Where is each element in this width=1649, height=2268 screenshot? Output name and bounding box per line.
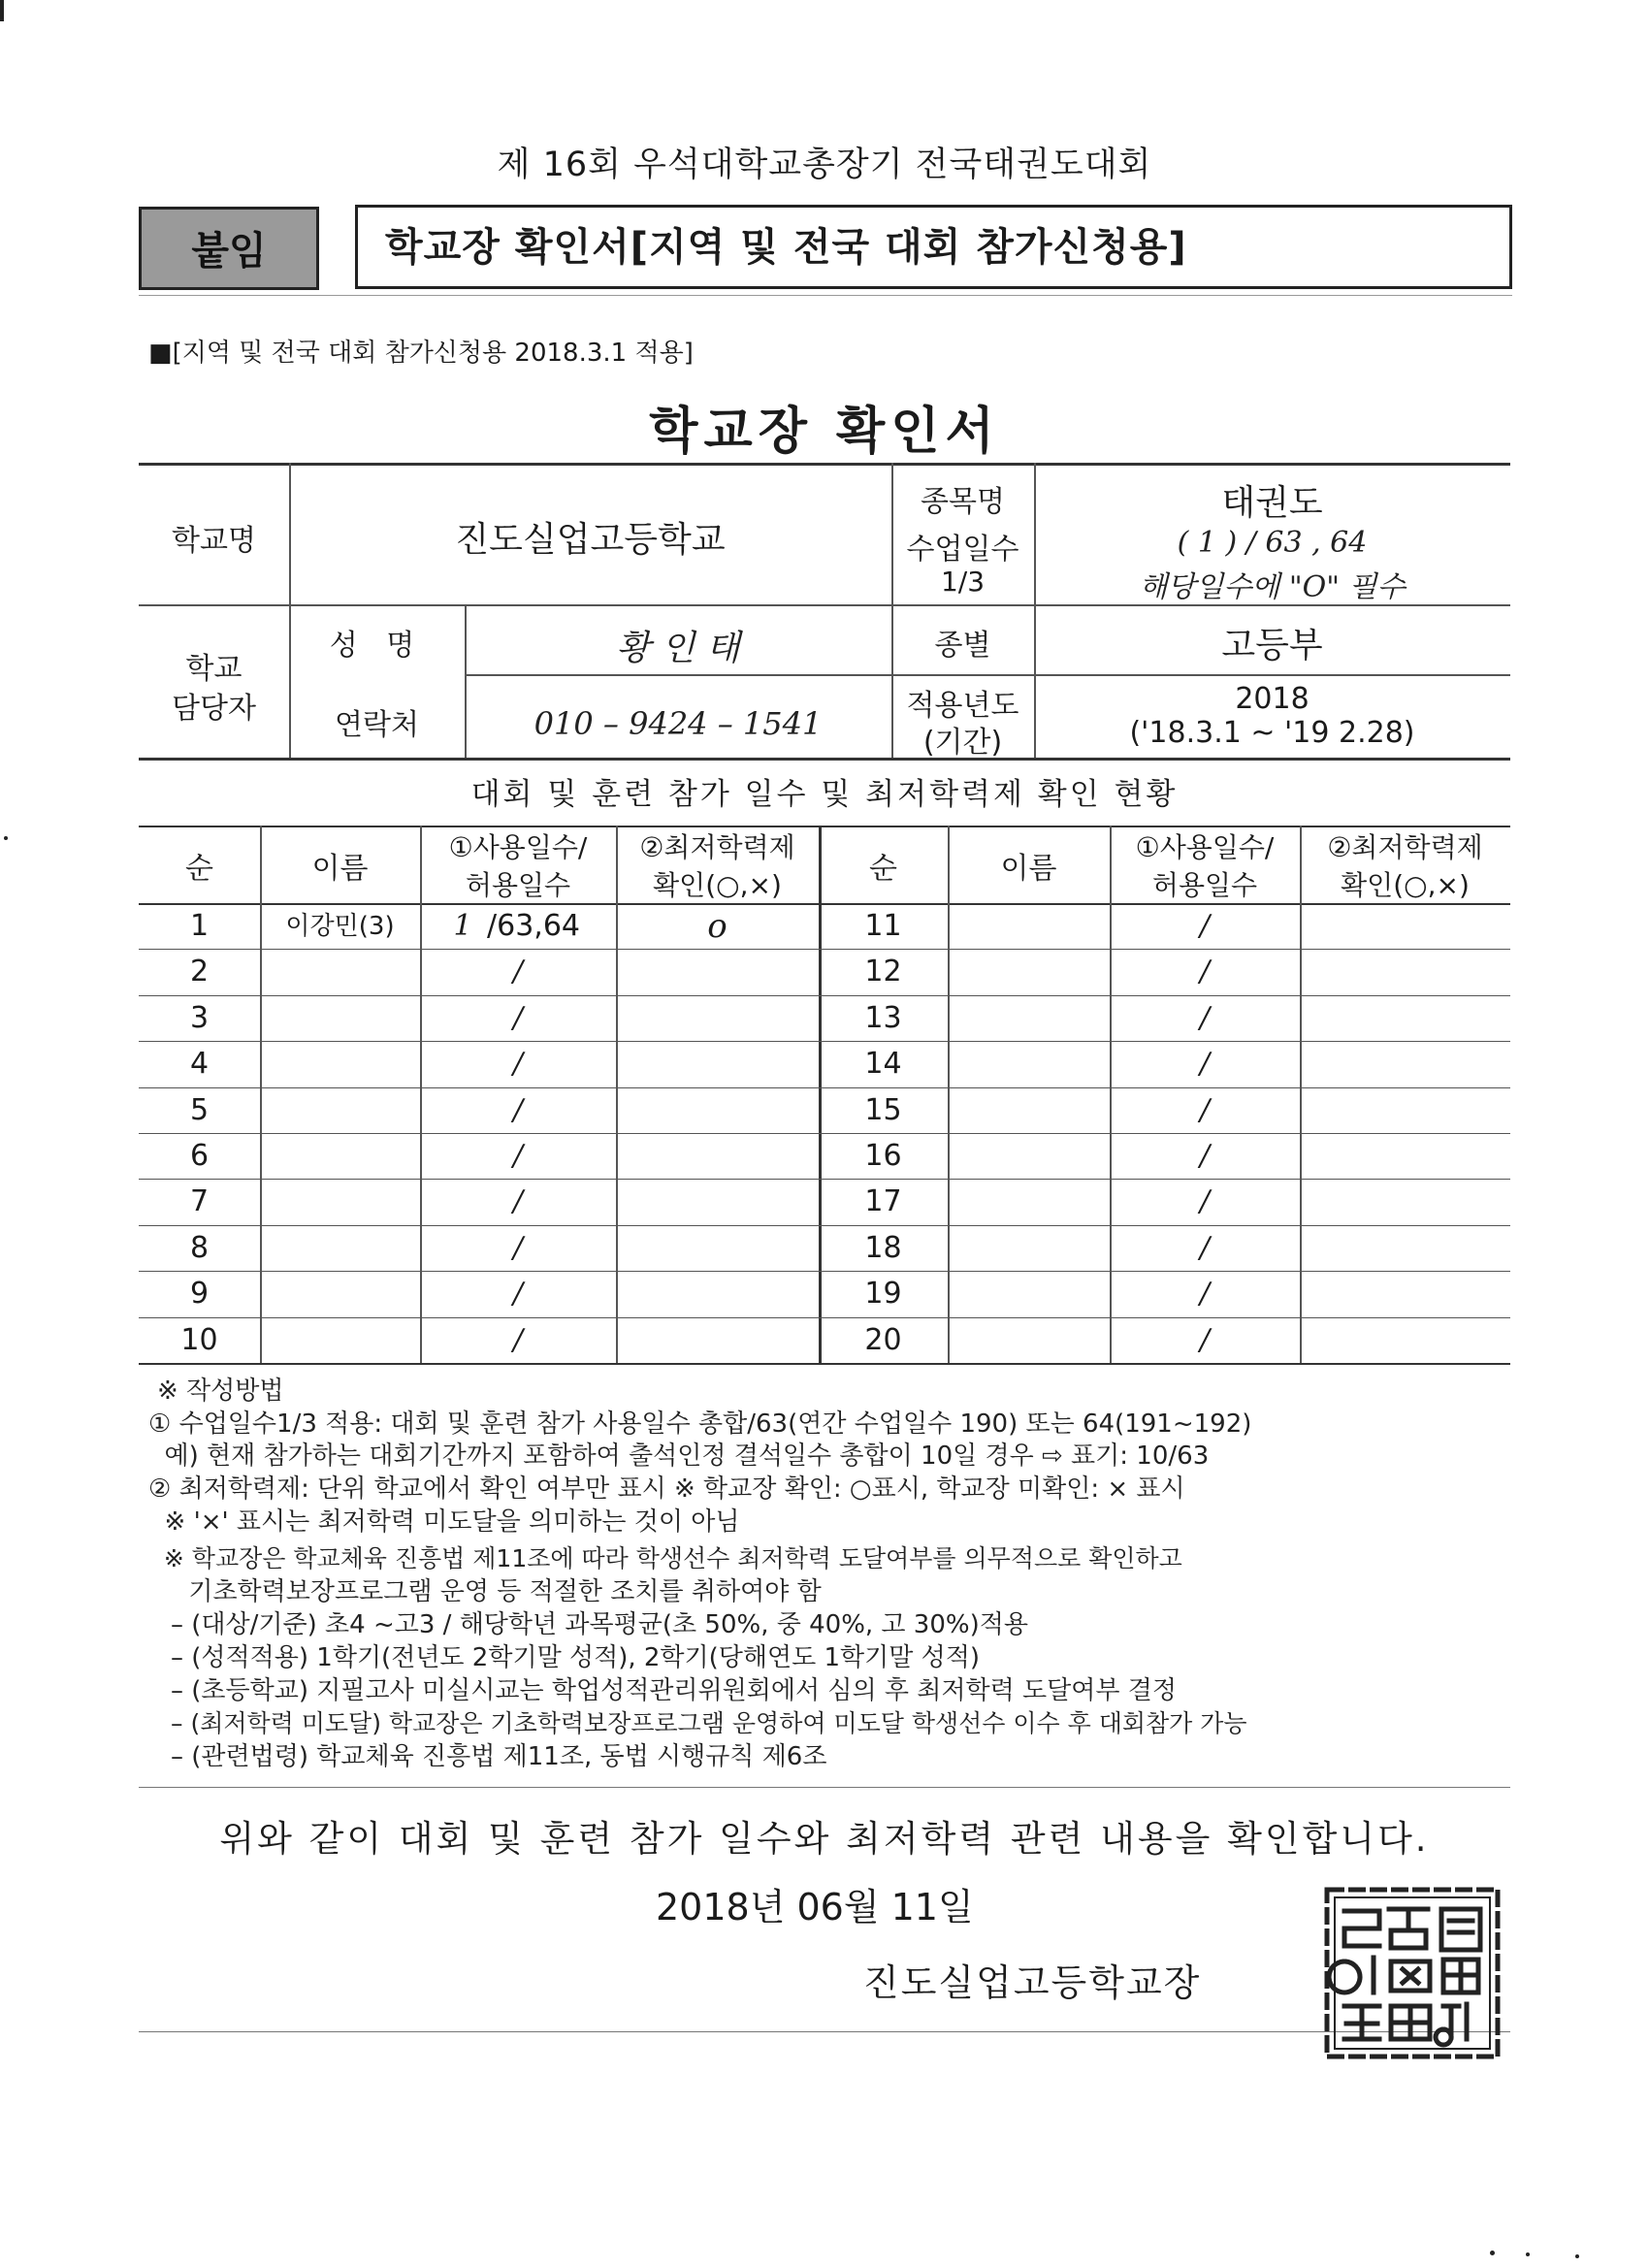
scan-speck bbox=[4, 836, 8, 840]
row-name bbox=[948, 1041, 1110, 1087]
days-value: ( 1 ) / 63 , 64 bbox=[1177, 526, 1368, 560]
row-number: 9 bbox=[189, 1277, 210, 1311]
row-name bbox=[260, 1271, 420, 1317]
row-number: 15 bbox=[864, 1093, 902, 1127]
row-days-slash: / bbox=[1199, 909, 1211, 943]
row-used-days: 1 bbox=[453, 909, 472, 943]
row-name bbox=[948, 1133, 1110, 1180]
row-name bbox=[948, 1087, 1110, 1134]
contact-label: 연락처 bbox=[335, 708, 419, 742]
row-name: 이강민(3) bbox=[285, 912, 395, 941]
name-value: 황 인 태 bbox=[616, 629, 740, 668]
col-check-right-1: ②최저학력제 bbox=[1327, 831, 1483, 863]
instruction-line: 예) 현재 참가하는 대회기간까지 포함하여 출석인정 결석일수 총합이 10일 경우 ⇨ 표기: 10/63 bbox=[148, 1442, 1210, 1471]
instruction-line: ※ 학교장은 학교체육 진흥법 제11조에 따라 학생선수 최저학력 도달여부를 의무적으로 확인하고 bbox=[148, 1544, 1182, 1572]
col-days-left-2: 허용일수 bbox=[465, 869, 571, 901]
school-label: 학교명 bbox=[172, 524, 256, 558]
year-value-2: ('18.3.1 ~ '19 2.28) bbox=[1129, 716, 1415, 750]
row-name bbox=[948, 1225, 1110, 1272]
row-check: o bbox=[707, 907, 728, 946]
row-number: 12 bbox=[864, 955, 902, 988]
row-name bbox=[260, 1133, 420, 1180]
row-number: 2 bbox=[189, 955, 210, 988]
col-days-left-1: ①사용일수/ bbox=[448, 831, 588, 863]
col-name-left: 이름 bbox=[311, 852, 369, 886]
row-check bbox=[616, 1087, 819, 1134]
issue-date: 2018년 06월 11일 bbox=[656, 1886, 974, 1928]
division-label: 종별 bbox=[934, 629, 991, 663]
instruction-line: ② 최저학력제: 단위 학교에서 확인 여부만 표시 ※ 학교장 확인: ○표시, 학교장 미확인: × 표시 bbox=[148, 1474, 1185, 1504]
days-label-1: 수업일수 bbox=[906, 533, 1019, 567]
sport-label: 종목명 bbox=[921, 485, 1005, 519]
scan-edge bbox=[0, 0, 4, 21]
row-check bbox=[1300, 949, 1510, 995]
col-check-left-2: 확인(○,×) bbox=[653, 869, 782, 901]
row-check bbox=[1300, 1317, 1510, 1364]
year-value-1: 2018 bbox=[1235, 682, 1310, 716]
row-name bbox=[260, 1087, 420, 1134]
instruction-line: – (성적적용) 1학기(전년도 2학기말 성적), 2학기(당해연도 1학기말 성적) bbox=[171, 1643, 981, 1672]
row-check bbox=[1300, 903, 1510, 950]
header-rule bbox=[139, 295, 1512, 296]
row-days-slash: / bbox=[512, 1277, 524, 1311]
row-days-slash: / bbox=[512, 1323, 524, 1357]
manager-label-1: 학교 bbox=[185, 652, 242, 686]
row-number: 19 bbox=[864, 1277, 902, 1311]
scan-speck bbox=[1575, 2254, 1579, 2258]
header-title: 학교장 확인서[지역 및 전국 대회 참가신청용] bbox=[355, 205, 1512, 289]
row-allowed-days: /63,64 bbox=[487, 909, 580, 943]
row-check bbox=[616, 1317, 819, 1364]
division-value: 고등부 bbox=[1221, 626, 1323, 665]
row-number: 6 bbox=[189, 1139, 210, 1173]
school-value: 진도실업고등학교 bbox=[455, 520, 726, 560]
row-days-slash: / bbox=[512, 1139, 524, 1173]
row-days-slash: / bbox=[1199, 955, 1211, 988]
attach-badge: 붙임 bbox=[139, 207, 319, 290]
row-check bbox=[616, 949, 819, 995]
row-check bbox=[616, 1225, 819, 1272]
col-days-right-2: 허용일수 bbox=[1151, 869, 1258, 901]
row-days-slash: / bbox=[1199, 1001, 1211, 1035]
manager-label-2: 담당자 bbox=[172, 692, 256, 726]
row-number: 13 bbox=[864, 1001, 902, 1035]
row-number: 8 bbox=[189, 1231, 210, 1265]
row-number: 4 bbox=[189, 1047, 210, 1081]
name-label: 성 명 bbox=[329, 629, 425, 663]
row-check bbox=[616, 1041, 819, 1087]
notes-rule bbox=[139, 1787, 1510, 1788]
row-name bbox=[260, 1317, 420, 1364]
row-days-slash: / bbox=[1199, 1047, 1211, 1081]
row-check bbox=[616, 1179, 819, 1225]
row-name bbox=[260, 949, 420, 995]
sport-value: 태권도 bbox=[1221, 483, 1323, 523]
row-number: 11 bbox=[864, 909, 902, 943]
row-name bbox=[948, 995, 1110, 1042]
row-check bbox=[1300, 1041, 1510, 1087]
instruction-line: ※ 작성방법 bbox=[157, 1377, 284, 1406]
instruction-line: ① 수업일수1/3 적용: 대회 및 훈련 참가 사용일수 총합/63(연간 수업일수 190) 또는 64(191~192) bbox=[148, 1409, 1252, 1439]
row-days-slash: / bbox=[512, 1184, 524, 1218]
row-check bbox=[1300, 1271, 1510, 1317]
row-name bbox=[948, 903, 1110, 950]
row-number: 20 bbox=[864, 1323, 902, 1357]
row-number: 5 bbox=[189, 1093, 210, 1127]
row-check bbox=[1300, 1179, 1510, 1225]
row-days-slash: / bbox=[1199, 1277, 1211, 1311]
days-label-2: 1/3 bbox=[940, 566, 986, 598]
row-check bbox=[616, 995, 819, 1042]
row-number: 10 bbox=[180, 1323, 218, 1357]
contact-value: 010 – 9424 – 1541 bbox=[534, 705, 823, 742]
year-label-1: 적용년도 bbox=[906, 689, 1019, 723]
row-name bbox=[260, 1225, 420, 1272]
instruction-line: – (대상/기준) 초4 ~고3 / 해당학년 과목평균(초 50%, 중 40%, 고 30%)적용 bbox=[171, 1610, 1028, 1639]
row-days-slash: / bbox=[1199, 1093, 1211, 1127]
col-name-right: 이름 bbox=[1000, 852, 1057, 886]
row-days-slash: / bbox=[512, 1047, 524, 1081]
row-number: 1 bbox=[189, 909, 210, 943]
row-number: 3 bbox=[189, 1001, 210, 1035]
row-days-slash: / bbox=[1199, 1184, 1211, 1218]
col-no-right: 순 bbox=[869, 852, 897, 886]
instruction-line: ※ '×' 표시는 최저학력 미도달을 의미하는 것이 아님 bbox=[148, 1507, 740, 1537]
form-code: ■[지역 및 전국 대회 참가신청용 2018.3.1 적용] bbox=[148, 339, 694, 368]
col-no-left: 순 bbox=[185, 852, 213, 886]
row-name bbox=[260, 1179, 420, 1225]
col-check-left-1: ②최저학력제 bbox=[639, 831, 795, 863]
row-days-slash: / bbox=[512, 955, 524, 988]
row-days-slash: / bbox=[1199, 1323, 1211, 1357]
row-days-slash: / bbox=[1199, 1139, 1211, 1173]
col-check-right-2: 확인(○,×) bbox=[1341, 869, 1470, 901]
row-check bbox=[1300, 1087, 1510, 1134]
year-label-2: (기간) bbox=[922, 726, 1003, 760]
days-note: 해당일수에 "O" 필수 bbox=[1139, 570, 1406, 604]
col-days-right-1: ①사용일수/ bbox=[1135, 831, 1275, 863]
row-number: 16 bbox=[864, 1139, 902, 1173]
row-check bbox=[616, 1133, 819, 1180]
row-check bbox=[1300, 995, 1510, 1042]
row-number: 7 bbox=[189, 1184, 210, 1218]
row-days-slash: / bbox=[512, 1231, 524, 1265]
row-days-slash: / bbox=[1199, 1231, 1211, 1265]
row-number: 17 bbox=[864, 1184, 902, 1218]
row-name bbox=[948, 949, 1110, 995]
instruction-line: 기초학력보장프로그램 운영 등 적절한 조치를 취하여야 함 bbox=[148, 1577, 822, 1606]
status-title: 대회 및 훈련 참가 일수 및 최저학력제 확인 현황 bbox=[470, 777, 1179, 812]
event-title: 제 16회 우석대학교총장기 전국태권도대회 bbox=[497, 146, 1152, 184]
scan-speck bbox=[1526, 2252, 1530, 2256]
row-name bbox=[948, 1317, 1110, 1364]
row-check bbox=[1300, 1133, 1510, 1180]
row-days-slash: / bbox=[512, 1001, 524, 1035]
row-number: 18 bbox=[864, 1231, 902, 1265]
scan-speck bbox=[1490, 2251, 1495, 2255]
instruction-line: – (최저학력 미도달) 학교장은 기초학력보장프로그램 운영하여 미도달 학생선수 이수 후 대회참가 가능 bbox=[171, 1709, 1247, 1737]
row-number: 14 bbox=[864, 1047, 902, 1081]
row-check bbox=[1300, 1225, 1510, 1272]
instruction-line: – (초등학교) 지필고사 미실시교는 학업성적관리위원회에서 심의 후 최저학력 도달여부 결정 bbox=[171, 1676, 1177, 1705]
row-name bbox=[260, 995, 420, 1042]
row-name bbox=[948, 1271, 1110, 1317]
confirm-statement: 위와 같이 대회 및 훈련 참가 일수와 최저학력 관련 내용을 확인합니다. bbox=[219, 1818, 1430, 1860]
bottom-rule bbox=[139, 2031, 1510, 2032]
doc-title: 학교장 확인서 bbox=[649, 403, 1000, 461]
row-days-slash: / bbox=[512, 1093, 524, 1127]
school-seal bbox=[1321, 1884, 1505, 2066]
row-name bbox=[948, 1179, 1110, 1225]
instruction-line: – (관련법령) 학교체육 진흥법 제11조, 동법 시행규칙 제6조 bbox=[171, 1742, 827, 1771]
row-name bbox=[260, 1041, 420, 1087]
row-check bbox=[616, 1271, 819, 1317]
signer: 진도실업고등학교장 bbox=[863, 1961, 1202, 2004]
